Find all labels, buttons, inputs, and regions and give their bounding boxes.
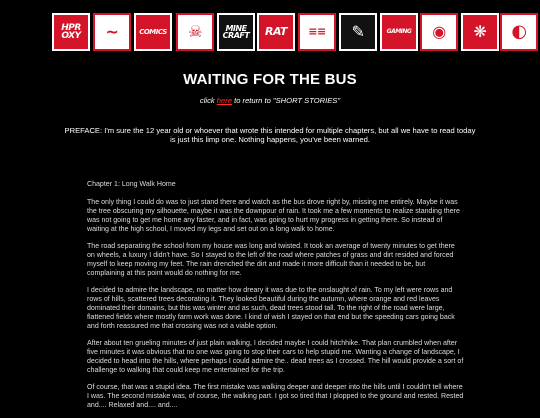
header-banner — [0, 0, 540, 62]
back-text-post: to return to "SHORT STORIES" — [231, 96, 341, 105]
skull-tile[interactable]: ☠ — [176, 13, 214, 51]
story-paragraph: After about ten grueling minutes of just plain walking, I decided maybe I could hitchhike. That plan crumbled when after five minutes it was obvious that no one was going to stop their cars to help stupid me. Wanting a change of landscape, I decided to head into the hills, where perhaps I could admire the.. dead trees as I crossed. The hill would provide a sort of challenge to walking that could keep me entertained for the trip. — [87, 340, 464, 375]
hpr-tile[interactable]: HPR OXY — [52, 13, 90, 51]
eye-tile[interactable]: ◐ — [500, 13, 538, 51]
comics-tile[interactable]: COMICS — [134, 13, 172, 51]
face-tile[interactable]: ◉ — [420, 13, 458, 51]
mine-craft-tile[interactable]: MINE CRAFT — [217, 13, 255, 51]
story-paragraph: The road separating the school from my house was long and twisted. It took an average of twenty minutes to get there on wheels, a luxury I didn't have. So I stayed to the left of the road where patches of grass and dirt resided and forced myself to keep moving my feet. The rain drenched the dirt and made it more difficult than it needed to be, but complaining at this point would do nothing for me. — [87, 243, 455, 278]
back-line — [0, 96, 540, 105]
story-body — [87, 180, 464, 418]
back-text-pre: click — [199, 96, 217, 105]
notes-tile[interactable]: ≡≡ — [298, 13, 336, 51]
preface: PREFACE: I'm sure the 12 year old or whoever that wrote this intended for multiple chapters, but all we have to read today is just this limp one. Nothing happens, you've been warned. — [64, 126, 476, 145]
rat-tile[interactable]: RAT — [257, 13, 295, 51]
sketch-tile-2[interactable]: ✎ — [339, 13, 377, 51]
sketch-tile-3[interactable]: ❋ — [461, 13, 499, 51]
chapter-heading: Chapter 1: Long Walk Home — [87, 181, 176, 188]
gaming-tile[interactable]: GAMING — [380, 13, 418, 51]
story-paragraph: The only thing I could do was to just stand there and watch as the bus drove right by, missing me entirely. Maybe it was the tree obscuring my silhouette, maybe it was the downpour of rain. It took me a few moments to realize standing there was not going to get me home any faster, and in fact, was going to hurt my progress in getting there. So instead of waiting at the high school, I moved my legs and set out on a long walk to home. — [87, 199, 460, 234]
back-link[interactable]: here — [216, 96, 232, 105]
story-paragraph: I decided to admire the landscape, no matter how dreary it was due to the onslaught of rain. To my left were rows and rows of hills, scattered trees decorating it. They looked beautiful during the autumn, where orange and red leaves dominated their domains, but this was winter and as such, dead trees stood tall. To the right of the road were large, flattened fields where mostly farm work was done. I kind of wish I stayed on that end but the speeding cars going back and forth reassured me that crossing was not a viable option. — [87, 287, 455, 331]
story-paragraph: Of course, that was a stupid idea. The first mistake was walking deeper and deeper into the hills until I couldn't tell where I was. The second mistake was, of course, the walking part. I got so tired that I plopped to the ground and rested. Rested and.... Relaxed and.... and.... — [87, 384, 464, 410]
sketch-tile-1[interactable]: ~ — [93, 13, 131, 51]
page-title: WAITING FOR THE BUS — [183, 71, 357, 88]
